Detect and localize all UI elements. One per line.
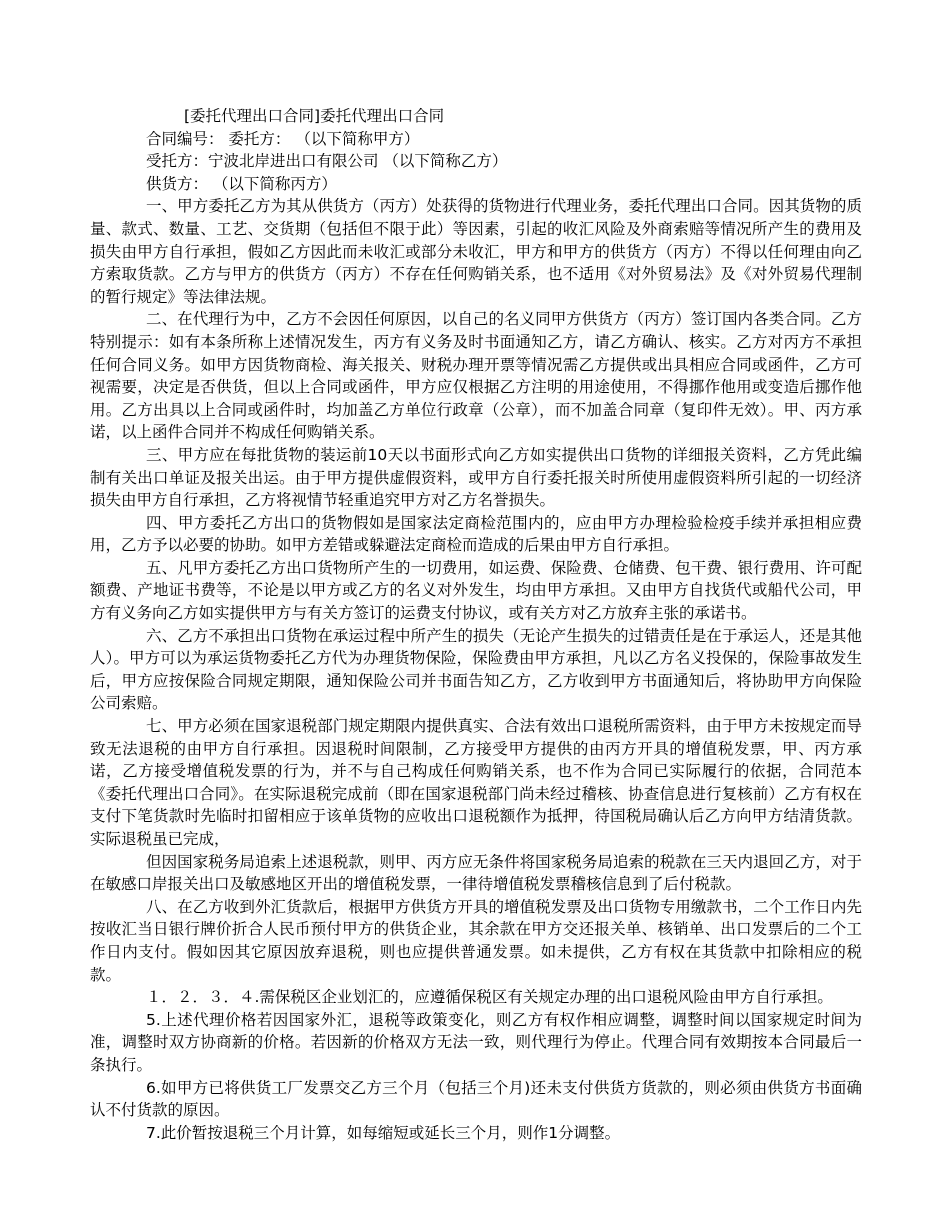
entrusted-party-line: 受托方：宁波北岸进出口有限公司 （以下简称乙方） [146,152,508,171]
clause-6: 六、乙方不承担出口货物在承运过程中所产生的损失（无论产生损失的过错责任是在于承运人，还是其他人）。甲方可以为承运货物委托乙方代为办理货物保险，保险费由甲方承担，凡以乙方名义投保的，保险事故发生后，甲方应按保险合同规定期限，通知保险公司并书面告知乙方，乙方收到甲方书面通知后，将协助甲方向保险公司索赔。 [90,626,862,713]
item-7: 7.此价暂按退税三个月计算，如每缩短或延长三个月，则作1分调整。 [146,1123,621,1142]
clause-8: 八、在乙方收到外汇货款后，根据甲方供货方开具的增值税发票及出口货物专用缴款书，二个工作日内先按收汇当日银行牌价折合人民币预付甲方的供货企业，其余款在甲方交还报关单、核销单、出口发票后的二个工作日内支付。假如因其它原因放弃退税，则也应提供普通发票。如未提供，乙方有权在其货款中扣除相应的税款。 [90,897,862,984]
document-title: [委托代理出口合同]委托代理出口合同 [184,107,445,125]
clause-5: 五、凡甲方委托乙方出口货物所产生的一切费用，如运费、保险费、仓储费、包干费、银行费用、许可配额费、产地证书费等，不论是以甲方或乙方的名义对外发生，均由甲方承担。又由甲方自找货代或船代公司，甲方有义务向乙方如实提供甲方与有关方签订的运费支付协议，或有关方对乙方放弃主张的承诺书。 [90,558,862,623]
clause-7: 七、甲方必须在国家退税部门规定期限内提供真实、合法有效出口退税所需资料，由于甲方未按规定而导致无法退税的由甲方自行承担。因退税时间限制，乙方接受甲方提供的由丙方开具的增值税发票，甲、丙方承诺，乙方接受增值税发票的行为，并不与自己构成任何购销关系，也不作为合同已实际履行的依据，合同范本《委托代理出口合同》。在实际退税完成前（即在国家退税部门尚未经过稽核、协查信息进行复核前）乙方有权在支付下笔货款时先临时扣留相应于该单货物的应收出口退税额作为抵押，待国税局确认后乙方向甲方结清货款。实际退税虽已完成， [90,717,862,848]
item-5: 5.上述代理价格若因国家外汇，退税等政策变化，则乙方有权作相应调整，调整时间以国家规定时间为准，调整时双方协商新的价格。若因新的价格双方无法一致，则代理行为停止。代理合同有效期按本合同最后一条执行。 [90,1010,862,1074]
supplier-line: 供货方： （以下简称丙方） [146,174,337,193]
clause-1: 一、甲方委托乙方为其从供货方（丙方）处获得的货物进行代理业务，委托代理出口合同。因其货物的质量、款式、数量、工艺、交货期（包括但不限于此）等因素，引起的收汇风险及外商索赔等情况所产生的费用及损失由甲方自行承担，假如乙方因此而未收汇或部分未收汇，甲方和甲方的供货方（丙方）不得以任何理由向乙方索取货款。乙方与甲方的供货方（丙方）不存在任何购销关系，也不适用《对外贸易法》及《对外贸易代理制的暂行规定》等法律法规。 [90,197,862,306]
contract-document [90,105,862,1144]
clause-2: 二、在代理行为中，乙方不会因任何原因，以自己的名义同甲方供货方（丙方）签订国内各类合同。乙方特别提示：如有本条所称上述情况发生，丙方有义务及时书面通知乙方，请乙方确认、核实。乙方对丙方不承担任何合同义务。如甲方因货物商检、海关报关、财税办理开票等情况需乙方提供或出具相应合同或函件，乙方可视需要，决定是否供货，但以上合同或函件，甲方应仅根据乙方注明的用途使用，不得挪作他用或变造后挪作他用。乙方出具以上合同或函件时，均加盖乙方单位行政章（公章），而不加盖合同章（复印件无效）。甲、丙方承诺，以上函件合同并不构成任何购销关系。 [90,310,862,442]
clause-7-continued: 但因国家税务局追索上述退税款，则甲、丙方应无条件将国家税务局追索的税款在三天内退回乙方，对于在敏感口岸报关出口及敏感地区开出的增值税发票，一律待增值税发票稽核信息到了后付税款。 [90,852,862,894]
clause-4: 四、甲方委托乙方出口的货物假如是国家法定商检范围内的，应由甲方办理检验检疫手续并承担相应费用，乙方予以必要的协助。如甲方差错或躲避法定商检而造成的后果由甲方自行承担。 [90,513,862,555]
item-1-4: １．２．３．４.需保税区企业划汇的，应遵循保税区有关规定办理的出口退税风险由甲方自行承担。 [146,988,833,1007]
clause-3: 三、甲方应在每批货物的装运前10天以书面形式向乙方如实提供出口货物的详细报关资料，乙方凭此编制有关出口单证及报关出运。由于甲方提供虚假资料，或甲方自行委托报关时所使用虚假资料所引起的一切经济损失由甲方自行承担，乙方将视情节轻重追究甲方对乙方名誉损失。 [90,445,862,510]
contract-number-line: 合同编号： 委托方： （以下简称甲方） [146,129,420,148]
item-6: 6.如甲方已将供货工厂发票交乙方三个月（包括三个月)还未支付供货方货款的，则必须由供货方书面确认不付货款的原因。 [90,1078,862,1120]
